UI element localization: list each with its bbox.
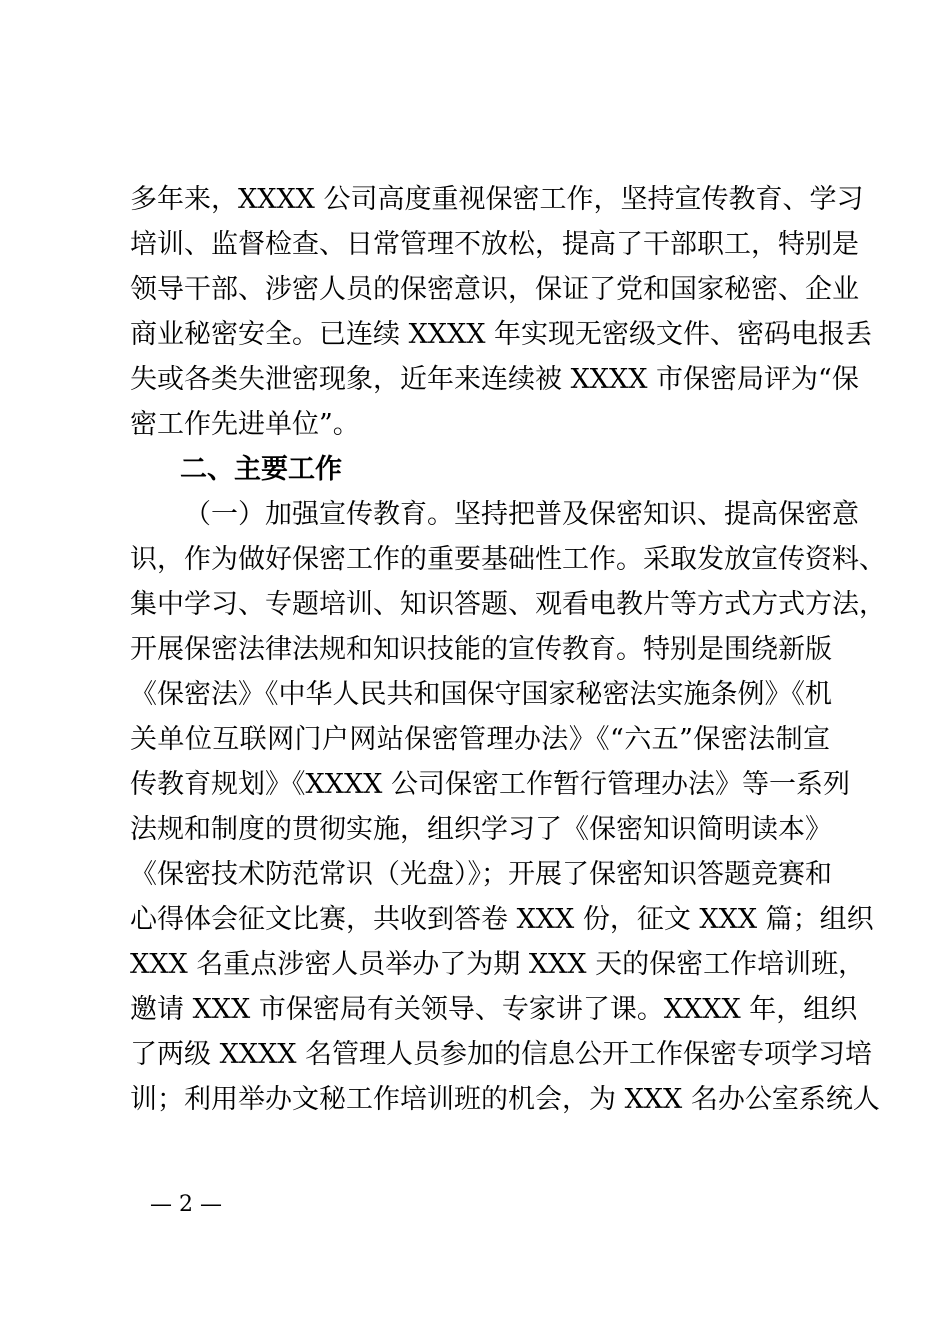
paragraph-line: 心得体会征文比赛，共收到答卷 XXX 份，征文 XXX 篇；组织 bbox=[130, 904, 874, 935]
paragraph-line: 《保密技术防范常识（光盘）》；开展了保密知识答题竞赛和 bbox=[130, 859, 832, 890]
paragraph-line: （一）加强宣传教育。坚持把普及保密知识、提高保密意 bbox=[184, 499, 859, 530]
paragraph-line: 开展保密法律法规和知识技能的宣传教育。特别是围绕新版 bbox=[130, 634, 832, 665]
paragraph-line: 集中学习、专题培训、知识答题、观看电教片等方式方式方法， bbox=[130, 589, 886, 620]
paragraph-line: 关单位互联网门户网站保密管理办法》《“六五”保密法制宣 bbox=[130, 724, 830, 755]
paragraph-line: 密工作先进单位”。 bbox=[130, 409, 360, 440]
paragraph-line: 传教育规划》《XXXX 公司保密工作暂行管理办法》等一系列 bbox=[130, 769, 850, 800]
paragraph-line: 了两级 XXXX 名管理人员参加的信息公开工作保密专项学习培 bbox=[130, 1039, 873, 1070]
paragraph-line: 培训、监督检查、日常管理不放松，提高了干部职工，特别是 bbox=[130, 229, 859, 260]
paragraph-line: 领导干部、涉密人员的保密意识，保证了党和国家秘密、企业 bbox=[130, 274, 859, 305]
paragraph-line: 失或各类失泄密现象，近年来连续被 XXXX 市保密局评为“保 bbox=[130, 364, 859, 395]
section-heading: 二、主要工作 bbox=[180, 454, 342, 485]
paragraph-line: 识，作为做好保密工作的重要基础性工作。采取发放宣传资料、 bbox=[130, 544, 886, 575]
paragraph-line: 多年来，XXXX 公司高度重视保密工作，坚持宣传教育、学习 bbox=[130, 184, 864, 215]
paragraph-line: 《保密法》《中华人民共和国保守国家秘密法实施条例》《机 bbox=[130, 679, 832, 710]
paragraph-line: 商业秘密安全。已连续 XXXX 年实现无密级文件、密码电报丢 bbox=[130, 319, 873, 350]
paragraph-line: XXX 名重点涉密人员举办了为期 XXX 天的保密工作培训班， bbox=[130, 949, 866, 980]
page-number: — 2 — bbox=[150, 1192, 222, 1217]
paragraph-line: 训；利用举办文秘工作培训班的机会，为 XXX 名办公室系统人 bbox=[130, 1084, 880, 1115]
paragraph-line: 法规和制度的贯彻实施，组织学习了《保密知识简明读本》 bbox=[130, 814, 832, 845]
paragraph-line: 邀请 XXX 市保密局有关领导、专家讲了课。XXXX 年，组织 bbox=[130, 994, 858, 1025]
